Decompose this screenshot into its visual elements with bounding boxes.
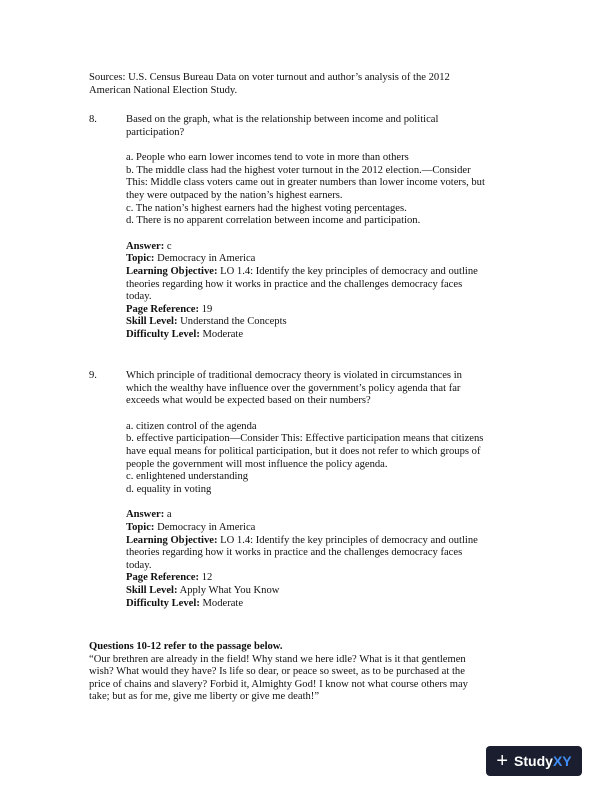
answer-value: a <box>164 509 172 521</box>
learning-objective-value: today. <box>126 291 152 303</box>
answer-value: c <box>164 240 172 252</box>
answer-choice: c. enlightened understanding <box>126 471 249 483</box>
answer-label: Answer: <box>126 240 165 252</box>
passage-heading: Questions 10-12 refer to the passage below. <box>89 641 283 652</box>
page-reference-label: Page Reference: <box>126 572 200 584</box>
passage-line: wish? What would they have? Is life so dear, or peace so sweet, as to be purchased at the <box>89 666 465 678</box>
answer-choice: they were outpaced by the nation’s highest earners. <box>126 189 343 201</box>
passage-section <box>89 641 521 704</box>
answer-choice: d. equality in voting <box>126 483 212 495</box>
page-reference-value: 12 <box>199 572 213 584</box>
question-number: 9. <box>89 370 97 381</box>
question-9 <box>126 370 521 610</box>
question-stem: Based on the graph, what is the relationship between income and political <box>126 114 439 125</box>
page-reference-label: Page Reference: <box>126 303 200 315</box>
difficulty-level-label: Difficulty Level: <box>126 328 200 340</box>
question-stem: exceeds what would be expected based on their numbers? <box>126 395 371 407</box>
answer-choice: b. effective participation—Consider This: Effective participation means that citizens <box>126 433 484 445</box>
sources-line: American National Election Study. <box>89 84 238 96</box>
learning-objective-value: theories regarding how it works in practice and the challenges democracy faces <box>126 278 463 290</box>
brand-suffix: XY <box>552 752 572 769</box>
passage-line: “Our brethren are already in the field! Why stand we here idle? What is it that gentlemen <box>89 653 466 665</box>
difficulty-level-value: Moderate <box>199 328 244 340</box>
learning-objective-label: Learning Objective: <box>126 265 218 277</box>
learning-objective-value: LO 1.4: Identify the key principles of democracy and outline <box>217 534 478 546</box>
answer-choice: c. The nation’s highest earners had the highest voting percentages. <box>126 202 407 214</box>
answer-choice: a. People who earn lower incomes tend to vote in more than others <box>126 152 409 164</box>
skill-level-label: Skill Level: <box>126 316 178 328</box>
question-stem: which the wealthy have influence over the government’s policy agenda that far <box>126 382 461 394</box>
studyxy-logo[interactable] <box>486 746 582 776</box>
answer-choice: This: Middle class voters came out in greater numbers than lower income voters, but <box>126 177 485 189</box>
learning-objective-value: LO 1.4: Identify the key principles of democracy and outline <box>217 265 478 277</box>
skill-level-label: Skill Level: <box>126 584 178 596</box>
answer-choice: b. The middle class had the highest voter turnout in the 2012 election.—Consider <box>126 164 471 176</box>
answer-choice: a. citizen control of the agenda <box>126 420 257 432</box>
difficulty-level-value: Moderate <box>199 597 244 609</box>
learning-objective-value: theories regarding how it works in practice and the challenges democracy faces <box>126 547 463 559</box>
passage-line: price of chains and slavery? Forbid it, Almighty God! I know not what course others may <box>89 678 468 690</box>
topic-label: Topic: <box>126 521 155 533</box>
question-metadata <box>126 509 521 610</box>
answer-label: Answer: <box>126 509 165 521</box>
question-8 <box>126 114 521 342</box>
answer-choice: have equal means for political participation, but it does not refer to which groups of <box>126 445 481 457</box>
answer-choice: d. There is no apparent correlation between income and participation. <box>126 215 421 227</box>
skill-level-value: Understand the Concepts <box>177 316 287 328</box>
sources-line: Sources: U.S. Census Bureau Data on voter turnout and author’s analysis of the 2012 <box>89 72 450 83</box>
topic-value: Democracy in America <box>154 253 256 265</box>
topic-label: Topic: <box>126 253 155 265</box>
question-stem: participation? <box>126 126 185 138</box>
skill-level-value: Apply What You Know <box>177 584 280 596</box>
sources-note <box>89 72 521 97</box>
learning-objective-value: today. <box>126 559 152 571</box>
answer-choice: people the government will most influence the policy agenda. <box>126 458 388 470</box>
topic-value: Democracy in America <box>154 521 256 533</box>
difficulty-level-label: Difficulty Level: <box>126 597 200 609</box>
learning-objective-label: Learning Objective: <box>126 534 218 546</box>
brand-name: Study <box>514 752 553 769</box>
page-reference-value: 19 <box>199 303 213 315</box>
passage-line: take; but as for me, give me liberty or give me death!” <box>89 691 320 703</box>
plus-icon: + <box>496 750 509 772</box>
question-stem: Which principle of traditional democracy theory is violated in circumstances in <box>126 370 462 381</box>
question-metadata <box>126 241 521 342</box>
question-number: 8. <box>89 114 97 125</box>
